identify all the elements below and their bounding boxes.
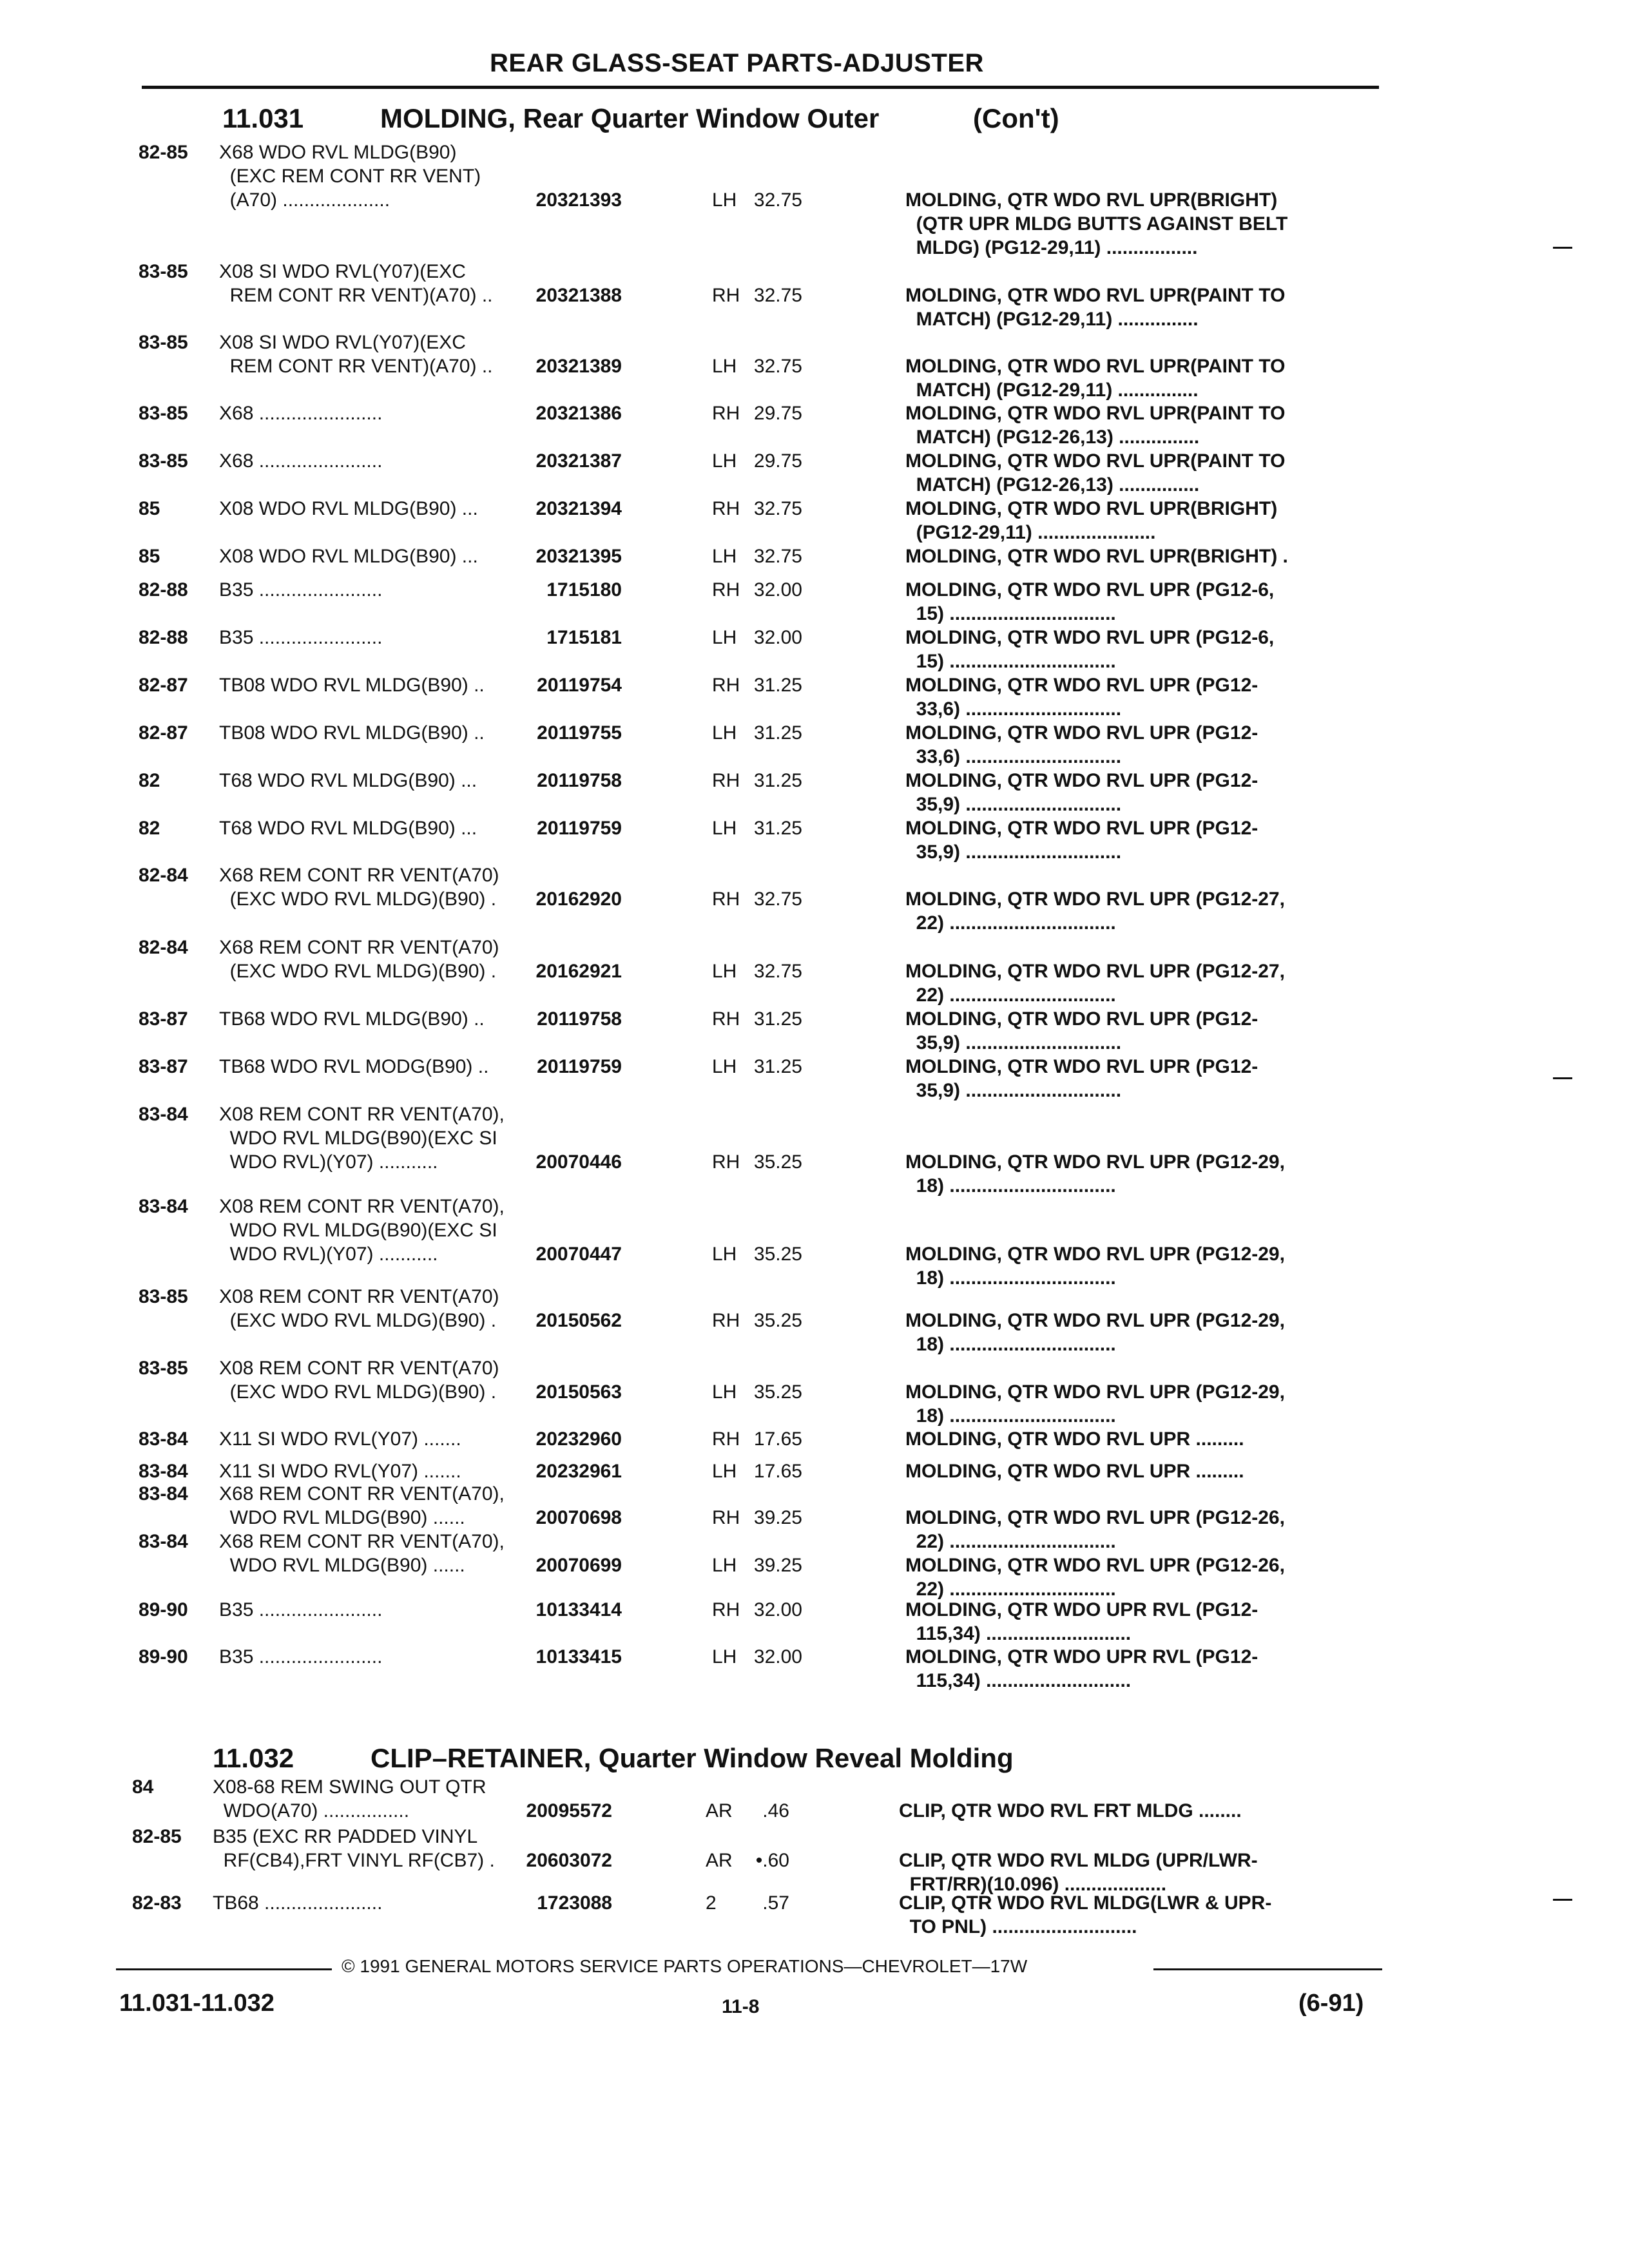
part-number: 20119758	[537, 1008, 622, 1030]
quantity: RH	[712, 579, 740, 601]
quantity: RH	[712, 1428, 740, 1450]
quantity: 2	[706, 1892, 717, 1914]
part-number: 20070447	[535, 1244, 622, 1265]
model-years: 83-85	[139, 332, 188, 353]
price: 31.25	[753, 818, 802, 839]
quantity: LH	[712, 546, 737, 567]
description: MOLDING, QTR WDO RVL UPR (PG12-27, 22) ...............................	[905, 889, 1285, 934]
applicability: TB08 WDO RVL MLDG(B90) ..	[219, 675, 485, 696]
applicability: X08 REM CONT RR VENT(A70) (EXC WDO RVL MLDG)(B90) .	[219, 1286, 499, 1331]
quantity: LH	[712, 1555, 737, 1576]
quantity: LH	[712, 450, 737, 472]
quantity: LH	[712, 961, 737, 982]
part-number: 20150563	[535, 1381, 622, 1403]
price: 17.65	[753, 1428, 802, 1450]
model-years: 82-88	[139, 627, 188, 648]
description: MOLDING, QTR WDO RVL UPR(PAINT TO MATCH) (PG12-29,11) ...............	[905, 285, 1286, 330]
description: MOLDING, QTR WDO RVL UPR(BRIGHT) (PG12-29,11) ......................	[905, 498, 1278, 543]
description: MOLDING, QTR WDO RVL UPR (PG12-6, 15) ...............................	[905, 579, 1275, 624]
description: CLIP, QTR WDO RVL MLDG (UPR/LWR- FRT/RR)(10.096) ...................	[899, 1850, 1258, 1895]
section-range: 11.031-11.032	[119, 1990, 275, 2017]
price: 32.00	[753, 1646, 802, 1667]
applicability: TB68 WDO RVL MLDG(B90) ..	[219, 1008, 485, 1030]
part-number: 20321393	[535, 189, 622, 211]
quantity: RH	[712, 403, 740, 424]
description: MOLDING, QTR WDO RVL UPR .........	[905, 1428, 1244, 1450]
part-number: 20119758	[537, 770, 622, 791]
part-number: 20162920	[535, 889, 622, 910]
description: MOLDING, QTR WDO RVL UPR (PG12- 35,9) .............................	[905, 1008, 1258, 1053]
applicability: B35 (EXC RR PADDED VINYL RF(CB4),FRT VINYL RF(CB7) .	[213, 1826, 495, 1871]
part-number: 20321387	[535, 450, 622, 472]
part-number: 1715180	[546, 579, 622, 601]
page-number: 11-8	[722, 1996, 760, 2017]
quantity: RH	[712, 1310, 740, 1331]
price: 39.25	[753, 1555, 802, 1576]
part-number: 20119759	[537, 818, 622, 839]
applicability: X08 SI WDO RVL(Y07)(EXC REM CONT RR VENT)(A70) ..	[219, 332, 493, 377]
price: 31.25	[753, 770, 802, 791]
price: 32.75	[753, 356, 802, 377]
part-number: 20070698	[535, 1507, 622, 1528]
price: 31.25	[753, 1056, 802, 1077]
applicability: X68 REM CONT RR VENT(A70) (EXC WDO RVL MLDG)(B90) .	[219, 865, 499, 910]
price: 39.25	[753, 1507, 802, 1528]
part-number: 20321389	[535, 356, 622, 377]
price: 29.75	[753, 403, 802, 424]
model-years: 82-87	[139, 722, 188, 744]
applicability: X08 SI WDO RVL(Y07)(EXC REM CONT RR VENT)(A70) ..	[219, 261, 493, 306]
quantity: LH	[712, 722, 737, 744]
model-years: 83-84	[139, 1461, 188, 1482]
description: MOLDING, QTR WDO RVL UPR(PAINT TO MATCH) (PG12-29,11) ...............	[905, 356, 1286, 401]
quantity: LH	[712, 818, 737, 839]
model-years: 89-90	[139, 1599, 188, 1620]
section-number: 11.031	[222, 103, 304, 133]
quantity: RH	[712, 1507, 740, 1528]
applicability: X08 REM CONT RR VENT(A70), WDO RVL MLDG(B90)(EXC SI WDO RVL)(Y07) ...........	[219, 1196, 505, 1265]
description: MOLDING, QTR WDO RVL UPR (PG12- 35,9) .............................	[905, 1056, 1258, 1101]
applicability: T68 WDO RVL MLDG(B90) ...	[219, 818, 477, 839]
part-number: 20070446	[535, 1151, 622, 1173]
applicability: X68 REM CONT RR VENT(A70) (EXC WDO RVL MLDG)(B90) .	[219, 937, 499, 982]
price: 31.25	[753, 675, 802, 696]
price: 32.00	[753, 1599, 802, 1620]
quantity: RH	[712, 889, 740, 910]
price: 35.25	[753, 1151, 802, 1173]
description: MOLDING, QTR WDO RVL UPR .........	[905, 1461, 1244, 1482]
model-years: 82	[139, 818, 160, 839]
description: MOLDING, QTR WDO RVL UPR(BRIGHT) (QTR UPR MLDG BUTTS AGAINST BELT MLDG) (PG12-29,11) .................	[905, 189, 1288, 258]
description: MOLDING, QTR WDO RVL UPR(PAINT TO MATCH) (PG12-26,13) ...............	[905, 450, 1286, 495]
applicability: X08 WDO RVL MLDG(B90) ...	[219, 498, 478, 519]
section-title: MOLDING, Rear Quarter Window Outer	[380, 103, 880, 133]
part-number: 10133414	[535, 1599, 622, 1620]
section-number: 11.032	[213, 1743, 294, 1773]
part-number: 20232960	[535, 1428, 622, 1450]
model-years: 83-85	[139, 1286, 188, 1307]
quantity: RH	[712, 770, 740, 791]
model-years: 85	[139, 498, 160, 519]
description: MOLDING, QTR WDO RVL UPR(BRIGHT) .	[905, 546, 1288, 567]
price: 17.65	[753, 1461, 802, 1482]
applicability: B35 .......................	[219, 579, 383, 601]
description: CLIP, QTR WDO RVL MLDG(LWR & UPR- TO PNL) ...........................	[899, 1892, 1272, 1937]
part-number: 20603072	[526, 1850, 612, 1871]
part-number: 20095572	[526, 1800, 612, 1821]
applicability: X08-68 REM SWING OUT QTR WDO(A70) ................	[213, 1776, 487, 1821]
applicability: TB68 WDO RVL MODG(B90) ..	[219, 1056, 489, 1077]
model-years: 83-84	[139, 1196, 188, 1217]
applicability: B35 .......................	[219, 627, 383, 648]
price: 32.00	[753, 579, 802, 601]
model-years: 82-87	[139, 675, 188, 696]
copyright-text: © 1991 GENERAL MOTORS SERVICE PARTS OPERATIONS—CHEVROLET—17W	[342, 1956, 1028, 1976]
quantity: RH	[712, 1008, 740, 1030]
part-number: 20070699	[535, 1555, 622, 1576]
model-years: 83-85	[139, 403, 188, 424]
model-years: 83-84	[139, 1104, 188, 1125]
applicability: B35 .......................	[219, 1599, 383, 1620]
quantity: RH	[712, 1151, 740, 1173]
model-years: 83-84	[139, 1531, 188, 1552]
revision-date: (6-91)	[1298, 1990, 1364, 2017]
description: MOLDING, QTR WDO RVL UPR (PG12- 33,6) .............................	[905, 722, 1258, 767]
model-years: 89-90	[139, 1646, 188, 1667]
part-number: 20232961	[535, 1461, 622, 1482]
model-years: 82-84	[139, 865, 188, 886]
model-years: 82-85	[132, 1826, 182, 1847]
model-years: 85	[139, 546, 160, 567]
model-years: 82-88	[139, 579, 188, 601]
applicability: X68 .......................	[219, 403, 383, 424]
header-rule	[142, 86, 1379, 89]
part-number: 20119754	[537, 675, 622, 696]
price: •.60	[755, 1850, 789, 1871]
description: MOLDING, QTR WDO RVL UPR (PG12-29, 18) ...............................	[905, 1381, 1285, 1427]
part-number: 20119759	[537, 1056, 622, 1077]
description: MOLDING, QTR WDO RVL UPR (PG12-29, 18) ...............................	[905, 1310, 1285, 1355]
applicability: B35 .......................	[219, 1646, 383, 1667]
description: MOLDING, QTR WDO RVL UPR(PAINT TO MATCH) (PG12-26,13) ...............	[905, 403, 1286, 448]
applicability: X08 REM CONT RR VENT(A70) (EXC WDO RVL MLDG)(B90) .	[219, 1358, 499, 1403]
price: 35.25	[753, 1310, 802, 1331]
part-number: 20321394	[535, 498, 622, 519]
part-number: 10133415	[535, 1646, 622, 1667]
model-years: 83-85	[139, 1358, 188, 1379]
model-years: 83-84	[139, 1428, 188, 1450]
quantity: LH	[712, 1646, 737, 1667]
model-years: 82	[139, 770, 160, 791]
model-years: 83-85	[139, 261, 188, 282]
quantity: AR	[706, 1850, 733, 1871]
price: 32.75	[753, 285, 802, 306]
quantity: RH	[712, 498, 740, 519]
applicability: X11 SI WDO RVL(Y07) .......	[219, 1461, 461, 1482]
price: 31.25	[753, 1008, 802, 1030]
price: 35.25	[753, 1381, 802, 1403]
model-years: 82-85	[139, 142, 188, 163]
margin-mark	[1553, 1899, 1572, 1901]
model-years: 83-87	[139, 1008, 188, 1030]
model-years: 83-87	[139, 1056, 188, 1077]
margin-mark	[1553, 247, 1572, 249]
description: MOLDING, QTR WDO RVL UPR (PG12-6, 15) ...............................	[905, 627, 1275, 672]
part-number: 20321386	[535, 403, 622, 424]
part-number: 1723088	[537, 1892, 612, 1914]
part-number: 1715181	[546, 627, 622, 648]
part-number: 20321388	[535, 285, 622, 306]
section-continued: (Con't)	[973, 103, 1059, 133]
price: .46	[762, 1800, 789, 1821]
description: MOLDING, QTR WDO RVL UPR (PG12- 35,9) .............................	[905, 770, 1258, 815]
description: MOLDING, QTR WDO UPR RVL (PG12- 115,34) ...........................	[905, 1646, 1258, 1691]
model-years: 82-83	[132, 1892, 182, 1914]
description: MOLDING, QTR WDO RVL UPR (PG12-29, 18) ...............................	[905, 1244, 1285, 1289]
quantity: RH	[712, 1599, 740, 1620]
footer-rule-left	[116, 1968, 332, 1970]
price: 32.75	[753, 498, 802, 519]
applicability: T68 WDO RVL MLDG(B90) ...	[219, 770, 477, 791]
applicability: TB68 ......................	[213, 1892, 383, 1914]
applicability: X68 .......................	[219, 450, 383, 472]
price: 32.75	[753, 961, 802, 982]
price: 32.75	[753, 189, 802, 211]
price: 35.25	[753, 1244, 802, 1265]
applicability: X08 WDO RVL MLDG(B90) ...	[219, 546, 478, 567]
description: MOLDING, QTR WDO RVL UPR (PG12-26, 22) ...............................	[905, 1555, 1285, 1600]
price: 32.75	[753, 546, 802, 567]
margin-mark	[1553, 1077, 1572, 1079]
model-years: 83-85	[139, 450, 188, 472]
part-number: 20321395	[535, 546, 622, 567]
quantity: LH	[712, 1056, 737, 1077]
description: MOLDING, QTR WDO RVL UPR (PG12- 35,9) .............................	[905, 818, 1258, 863]
quantity: LH	[712, 1244, 737, 1265]
quantity: LH	[712, 627, 737, 648]
quantity: LH	[712, 1461, 737, 1482]
price: 29.75	[753, 450, 802, 472]
description: MOLDING, QTR WDO RVL UPR (PG12-29, 18) ...............................	[905, 1151, 1285, 1196]
model-years: 82-84	[139, 937, 188, 958]
description: CLIP, QTR WDO RVL FRT MLDG ........	[899, 1800, 1242, 1821]
footer-rule-right	[1153, 1968, 1382, 1970]
part-number: 20162921	[535, 961, 622, 982]
price: 32.75	[753, 889, 802, 910]
quantity: RH	[712, 285, 740, 306]
quantity: LH	[712, 1381, 737, 1403]
applicability: X08 REM CONT RR VENT(A70), WDO RVL MLDG(B90)(EXC SI WDO RVL)(Y07) ...........	[219, 1104, 505, 1173]
description: MOLDING, QTR WDO UPR RVL (PG12- 115,34) ...........................	[905, 1599, 1258, 1644]
part-number: 20150562	[535, 1310, 622, 1331]
price: .57	[762, 1892, 789, 1914]
page-title: REAR GLASS-SEAT PARTS-ADJUSTER	[490, 49, 984, 77]
model-years: 83-84	[139, 1483, 188, 1504]
section-title: CLIP–RETAINER, Quarter Window Reveal Molding	[371, 1743, 1014, 1773]
applicability: X68 REM CONT RR VENT(A70), WDO RVL MLDG(B90) ......	[219, 1483, 505, 1528]
price: 31.25	[753, 722, 802, 744]
applicability: X68 WDO RVL MLDG(B90) (EXC REM CONT RR VENT) (A70) ....................	[219, 142, 481, 211]
part-number: 20119755	[537, 722, 622, 744]
quantity: AR	[706, 1800, 733, 1821]
applicability: X11 SI WDO RVL(Y07) .......	[219, 1428, 461, 1450]
description: MOLDING, QTR WDO RVL UPR (PG12-26, 22) ...............................	[905, 1507, 1285, 1552]
model-years: 84	[132, 1776, 154, 1798]
quantity: RH	[712, 675, 740, 696]
quantity: LH	[712, 189, 737, 211]
description: MOLDING, QTR WDO RVL UPR (PG12-27, 22) ...............................	[905, 961, 1285, 1006]
applicability: TB08 WDO RVL MLDG(B90) ..	[219, 722, 485, 744]
price: 32.00	[753, 627, 802, 648]
description: MOLDING, QTR WDO RVL UPR (PG12- 33,6) .............................	[905, 675, 1258, 720]
applicability: X68 REM CONT RR VENT(A70), WDO RVL MLDG(B90) ......	[219, 1531, 505, 1576]
quantity: LH	[712, 356, 737, 377]
